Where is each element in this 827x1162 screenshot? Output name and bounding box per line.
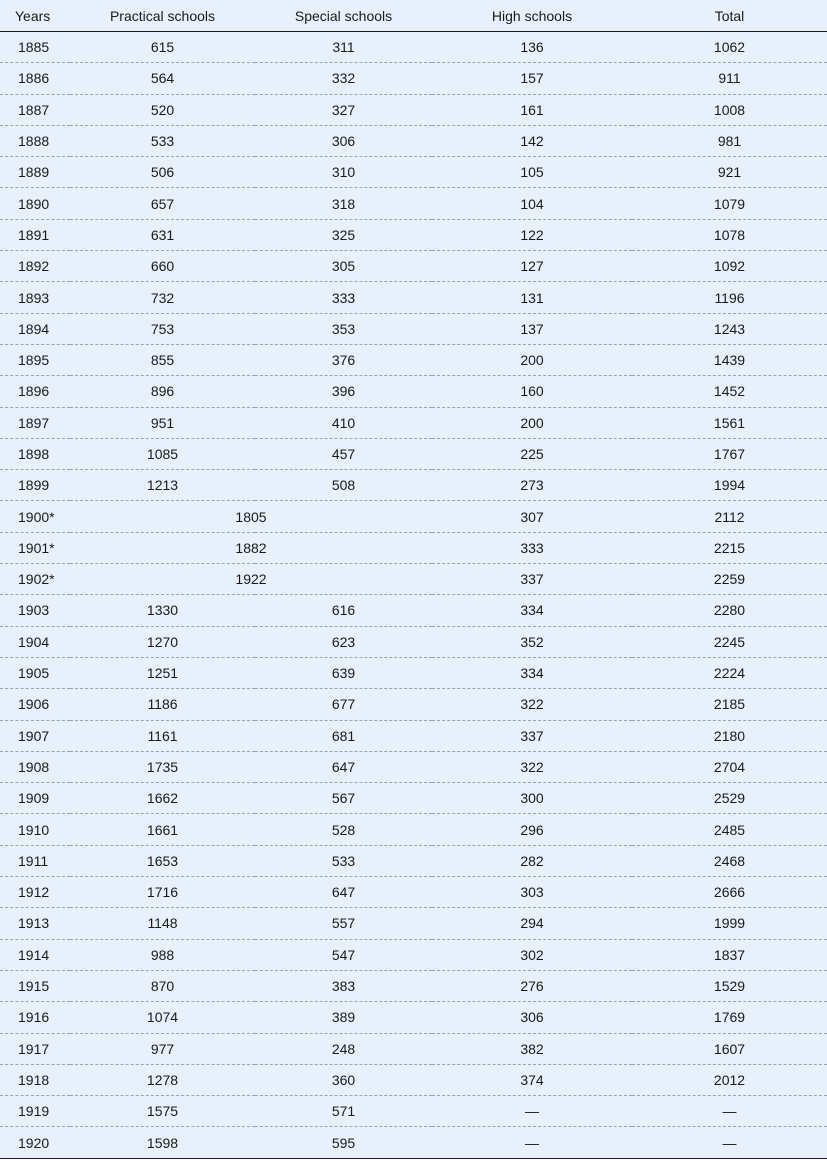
practical-schools-cell: 1330 — [70, 595, 255, 626]
year-cell: 1908 — [0, 751, 70, 782]
special-schools-cell: 318 — [255, 188, 432, 219]
table-row — [0, 251, 827, 282]
practical-schools-cell: 1270 — [70, 626, 255, 657]
special-schools-cell: 557 — [255, 908, 432, 939]
high-schools-cell: 105 — [432, 157, 632, 188]
practical-schools-cell: 1213 — [70, 470, 255, 501]
special-schools-cell: 677 — [255, 689, 432, 720]
practical-schools-cell: 657 — [70, 188, 255, 219]
special-schools-cell: 623 — [255, 626, 432, 657]
year-cell: 1890 — [0, 188, 70, 219]
high-schools-cell: 334 — [432, 657, 632, 688]
special-schools-cell: 457 — [255, 438, 432, 469]
special-schools-cell: 567 — [255, 783, 432, 814]
special-schools-cell: 639 — [255, 657, 432, 688]
table-row — [0, 157, 827, 188]
total-cell: 1837 — [632, 939, 827, 970]
table-header — [0, 0, 827, 32]
year-cell: 1891 — [0, 219, 70, 250]
high-schools-cell: 137 — [432, 313, 632, 344]
header-years: Years — [0, 0, 70, 32]
table-row — [0, 595, 827, 626]
high-schools-cell: 122 — [432, 219, 632, 250]
table-row — [0, 814, 827, 845]
practical-schools-cell: 1074 — [70, 1002, 255, 1033]
practical-schools-cell: 506 — [70, 157, 255, 188]
high-schools-cell: 104 — [432, 188, 632, 219]
table-row — [0, 626, 827, 657]
special-schools-cell: 616 — [255, 595, 432, 626]
high-schools-cell: 382 — [432, 1033, 632, 1064]
high-schools-cell: 337 — [432, 564, 632, 595]
table-body — [0, 32, 827, 1159]
table-row — [0, 1096, 827, 1127]
practical-schools-cell: 615 — [70, 32, 255, 63]
high-schools-cell: 306 — [432, 1002, 632, 1033]
practical-schools-cell: 753 — [70, 313, 255, 344]
year-cell: 1913 — [0, 908, 70, 939]
total-cell: 1062 — [632, 32, 827, 63]
special-schools-cell: 376 — [255, 344, 432, 375]
total-cell: 1607 — [632, 1033, 827, 1064]
high-schools-cell: 200 — [432, 407, 632, 438]
year-cell: 1896 — [0, 376, 70, 407]
year-cell: 1909 — [0, 783, 70, 814]
table-row — [0, 564, 827, 595]
year-cell: 1903 — [0, 595, 70, 626]
total-cell: 2112 — [632, 501, 827, 532]
special-schools-cell: 410 — [255, 407, 432, 438]
practical-schools-cell: 564 — [70, 63, 255, 94]
year-cell: 1885 — [0, 32, 70, 63]
high-schools-cell: — — [432, 1096, 632, 1127]
high-schools-cell: 296 — [432, 814, 632, 845]
table-row — [0, 282, 827, 313]
special-schools-cell: 332 — [255, 63, 432, 94]
special-schools-cell: 306 — [255, 125, 432, 156]
table-row — [0, 783, 827, 814]
special-schools-cell: 571 — [255, 1096, 432, 1127]
practical-schools-cell: 533 — [70, 125, 255, 156]
year-cell: 1899 — [0, 470, 70, 501]
total-cell: 1439 — [632, 344, 827, 375]
special-schools-cell: 595 — [255, 1127, 432, 1158]
combined-practical-special-cell: 1922 — [70, 564, 432, 595]
practical-schools-cell: 1278 — [70, 1064, 255, 1095]
practical-schools-cell: 977 — [70, 1033, 255, 1064]
table-row — [0, 94, 827, 125]
table-row — [0, 376, 827, 407]
total-cell: 1008 — [632, 94, 827, 125]
table-row — [0, 438, 827, 469]
practical-schools-cell: 1716 — [70, 877, 255, 908]
high-schools-cell: 136 — [432, 32, 632, 63]
year-cell: 1911 — [0, 845, 70, 876]
practical-schools-cell: 1251 — [70, 657, 255, 688]
table-row — [0, 908, 827, 939]
high-schools-cell: 337 — [432, 720, 632, 751]
year-cell: 1904 — [0, 626, 70, 657]
table-row — [0, 1064, 827, 1095]
special-schools-cell: 528 — [255, 814, 432, 845]
table-row — [0, 939, 827, 970]
practical-schools-cell: 1661 — [70, 814, 255, 845]
table-row — [0, 845, 827, 876]
total-cell: 1196 — [632, 282, 827, 313]
table-row — [0, 1033, 827, 1064]
header-high-schools: High schools — [432, 0, 632, 32]
total-cell: 2280 — [632, 595, 827, 626]
year-cell: 1902* — [0, 564, 70, 595]
year-cell: 1910 — [0, 814, 70, 845]
special-schools-cell: 248 — [255, 1033, 432, 1064]
special-schools-cell: 533 — [255, 845, 432, 876]
practical-schools-cell: 1598 — [70, 1127, 255, 1158]
total-cell: 1769 — [632, 1002, 827, 1033]
total-cell: 981 — [632, 125, 827, 156]
header-practical-schools: Practical schools — [70, 0, 255, 32]
total-cell: 2180 — [632, 720, 827, 751]
total-cell: 2185 — [632, 689, 827, 720]
total-cell: 2529 — [632, 783, 827, 814]
special-schools-cell: 327 — [255, 94, 432, 125]
practical-schools-cell: 988 — [70, 939, 255, 970]
total-cell: 2259 — [632, 564, 827, 595]
year-cell: 1887 — [0, 94, 70, 125]
combined-practical-special-cell: 1805 — [70, 501, 432, 532]
table-row — [0, 219, 827, 250]
total-cell: 1529 — [632, 970, 827, 1001]
header-special-schools: Special schools — [255, 0, 432, 32]
table-row — [0, 970, 827, 1001]
high-schools-cell: 276 — [432, 970, 632, 1001]
table-row — [0, 188, 827, 219]
table-row — [0, 689, 827, 720]
year-cell: 1889 — [0, 157, 70, 188]
special-schools-cell: 311 — [255, 32, 432, 63]
high-schools-cell: 374 — [432, 1064, 632, 1095]
total-cell: 2485 — [632, 814, 827, 845]
total-cell: 1767 — [632, 438, 827, 469]
special-schools-cell: 325 — [255, 219, 432, 250]
practical-schools-cell: 1735 — [70, 751, 255, 782]
high-schools-cell: 333 — [432, 532, 632, 563]
special-schools-cell: 547 — [255, 939, 432, 970]
total-cell: 1994 — [632, 470, 827, 501]
practical-schools-cell: 1575 — [70, 1096, 255, 1127]
high-schools-cell: 142 — [432, 125, 632, 156]
table-row — [0, 657, 827, 688]
special-schools-cell: 508 — [255, 470, 432, 501]
year-cell: 1914 — [0, 939, 70, 970]
year-cell: 1907 — [0, 720, 70, 751]
total-cell: 1243 — [632, 313, 827, 344]
table-row — [0, 344, 827, 375]
year-cell: 1920 — [0, 1127, 70, 1158]
practical-schools-cell: 1186 — [70, 689, 255, 720]
high-schools-cell: 127 — [432, 251, 632, 282]
high-schools-cell: 225 — [432, 438, 632, 469]
high-schools-cell: 131 — [432, 282, 632, 313]
total-cell: 911 — [632, 63, 827, 94]
special-schools-cell: 647 — [255, 751, 432, 782]
total-cell: 2666 — [632, 877, 827, 908]
total-cell: 2468 — [632, 845, 827, 876]
practical-schools-cell: 1653 — [70, 845, 255, 876]
year-cell: 1918 — [0, 1064, 70, 1095]
year-cell: 1892 — [0, 251, 70, 282]
header-row — [0, 0, 827, 32]
practical-schools-cell: 896 — [70, 376, 255, 407]
high-schools-cell: 294 — [432, 908, 632, 939]
high-schools-cell: 303 — [432, 877, 632, 908]
total-cell: 1092 — [632, 251, 827, 282]
table-row — [0, 532, 827, 563]
total-cell: — — [632, 1127, 827, 1158]
total-cell: 1079 — [632, 188, 827, 219]
high-schools-cell: 352 — [432, 626, 632, 657]
total-cell: 1561 — [632, 407, 827, 438]
total-cell: 1999 — [632, 908, 827, 939]
high-schools-cell: 160 — [432, 376, 632, 407]
header-total: Total — [632, 0, 827, 32]
year-cell: 1905 — [0, 657, 70, 688]
total-cell: 1452 — [632, 376, 827, 407]
table-row — [0, 32, 827, 63]
year-cell: 1916 — [0, 1002, 70, 1033]
year-cell: 1898 — [0, 438, 70, 469]
year-cell: 1894 — [0, 313, 70, 344]
special-schools-cell: 305 — [255, 251, 432, 282]
year-cell: 1893 — [0, 282, 70, 313]
table-row — [0, 1127, 827, 1158]
practical-schools-cell: 870 — [70, 970, 255, 1001]
special-schools-cell: 396 — [255, 376, 432, 407]
high-schools-cell: 161 — [432, 94, 632, 125]
practical-schools-cell: 1161 — [70, 720, 255, 751]
practical-schools-cell: 1085 — [70, 438, 255, 469]
total-cell: 1078 — [632, 219, 827, 250]
year-cell: 1900* — [0, 501, 70, 532]
special-schools-cell: 383 — [255, 970, 432, 1001]
table-row — [0, 470, 827, 501]
high-schools-cell: 273 — [432, 470, 632, 501]
special-schools-cell: 389 — [255, 1002, 432, 1033]
practical-schools-cell: 855 — [70, 344, 255, 375]
table-row — [0, 63, 827, 94]
special-schools-cell: 647 — [255, 877, 432, 908]
special-schools-cell: 310 — [255, 157, 432, 188]
high-schools-cell: 302 — [432, 939, 632, 970]
high-schools-cell: 334 — [432, 595, 632, 626]
year-cell: 1912 — [0, 877, 70, 908]
year-cell: 1901* — [0, 532, 70, 563]
combined-practical-special-cell: 1882 — [70, 532, 432, 563]
year-cell: 1888 — [0, 125, 70, 156]
special-schools-cell: 353 — [255, 313, 432, 344]
year-cell: 1917 — [0, 1033, 70, 1064]
practical-schools-cell: 1148 — [70, 908, 255, 939]
practical-schools-cell: 1662 — [70, 783, 255, 814]
high-schools-cell: 322 — [432, 689, 632, 720]
table-row — [0, 125, 827, 156]
practical-schools-cell: 520 — [70, 94, 255, 125]
total-cell: 2704 — [632, 751, 827, 782]
high-schools-cell: 322 — [432, 751, 632, 782]
year-cell: 1906 — [0, 689, 70, 720]
high-schools-cell: 157 — [432, 63, 632, 94]
year-cell: 1915 — [0, 970, 70, 1001]
table-row — [0, 751, 827, 782]
total-cell: 2245 — [632, 626, 827, 657]
year-cell: 1897 — [0, 407, 70, 438]
high-schools-cell: 282 — [432, 845, 632, 876]
total-cell: 2012 — [632, 1064, 827, 1095]
table-row — [0, 877, 827, 908]
practical-schools-cell: 631 — [70, 219, 255, 250]
high-schools-cell: 300 — [432, 783, 632, 814]
year-cell: 1886 — [0, 63, 70, 94]
table-row — [0, 720, 827, 751]
practical-schools-cell: 660 — [70, 251, 255, 282]
practical-schools-cell: 732 — [70, 282, 255, 313]
practical-schools-cell: 951 — [70, 407, 255, 438]
year-cell: 1895 — [0, 344, 70, 375]
total-cell: 2215 — [632, 532, 827, 563]
year-cell: 1919 — [0, 1096, 70, 1127]
high-schools-cell: — — [432, 1127, 632, 1158]
table-row — [0, 313, 827, 344]
total-cell: 921 — [632, 157, 827, 188]
high-schools-cell: 200 — [432, 344, 632, 375]
total-cell: — — [632, 1096, 827, 1127]
special-schools-cell: 360 — [255, 1064, 432, 1095]
special-schools-cell: 333 — [255, 282, 432, 313]
total-cell: 2224 — [632, 657, 827, 688]
table-row — [0, 1002, 827, 1033]
special-schools-cell: 681 — [255, 720, 432, 751]
high-schools-cell: 307 — [432, 501, 632, 532]
table-row — [0, 501, 827, 532]
table-row — [0, 407, 827, 438]
